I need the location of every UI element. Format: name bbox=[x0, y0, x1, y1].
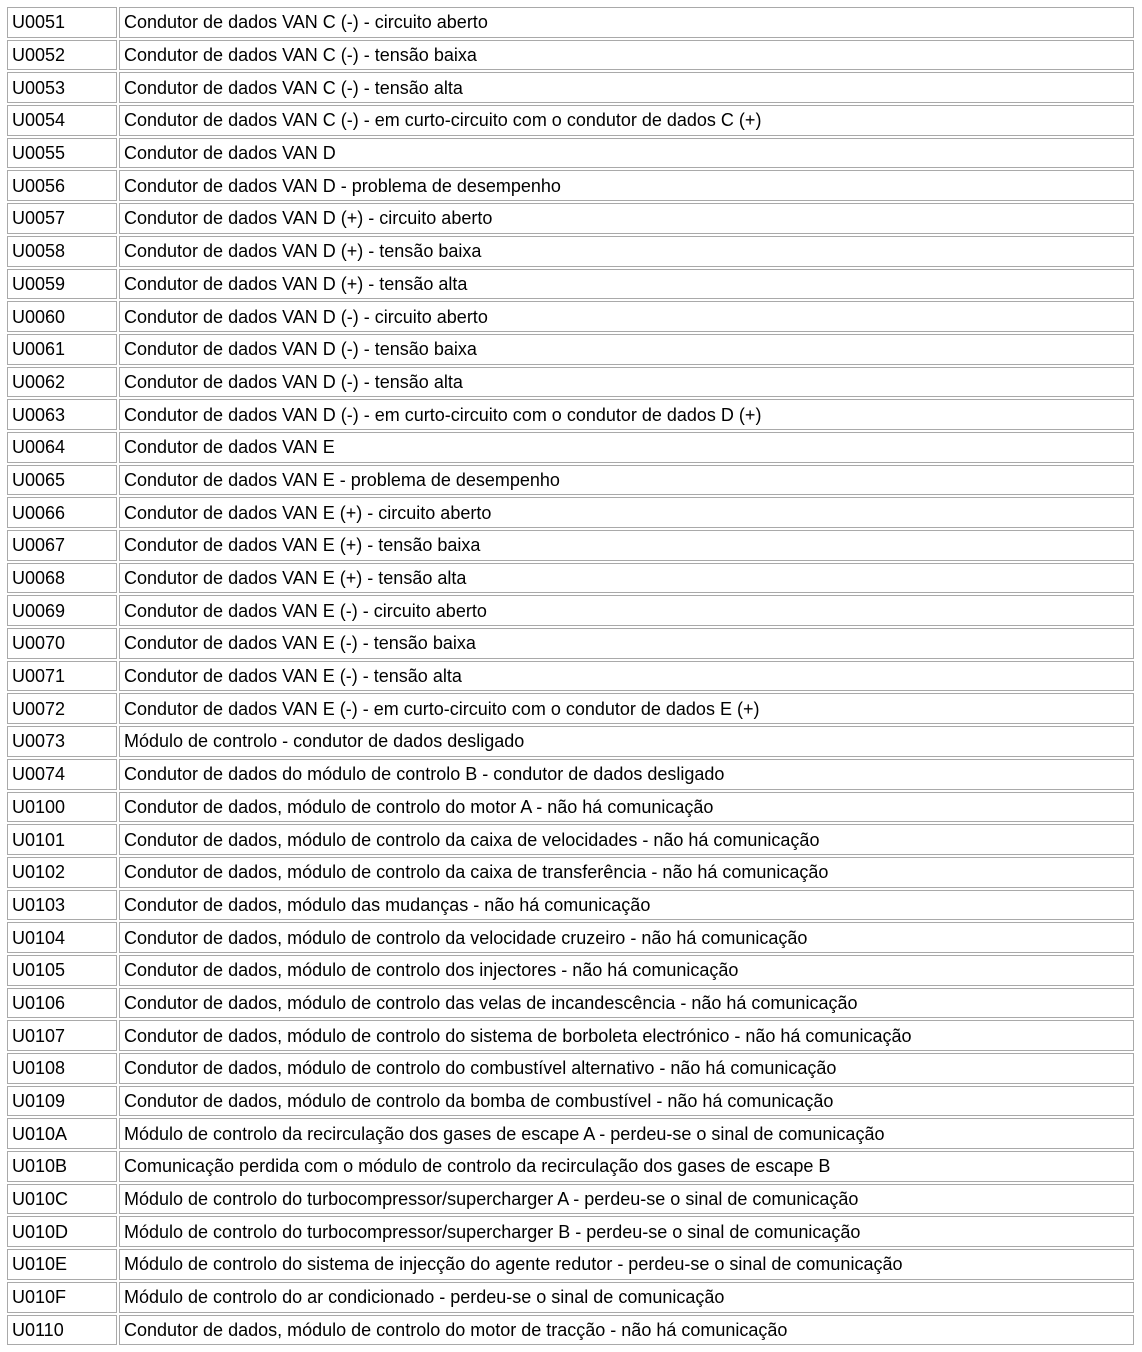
table-row bbox=[7, 203, 1134, 234]
table-row bbox=[7, 7, 1134, 38]
dtc-description-cell: Condutor de dados do módulo de controlo B - condutor de dados desligado bbox=[119, 759, 1134, 790]
dtc-code-cell: U0107 bbox=[7, 1020, 117, 1051]
table-row bbox=[7, 269, 1134, 300]
table-row bbox=[7, 530, 1134, 561]
dtc-description-cell: Condutor de dados VAN E (-) - em curto-circuito com o condutor de dados E (+) bbox=[119, 693, 1134, 724]
dtc-description-cell: Módulo de controlo - condutor de dados desligado bbox=[119, 726, 1134, 757]
dtc-code-cell: U0110 bbox=[7, 1315, 117, 1346]
dtc-description-cell: Condutor de dados VAN D (+) - tensão alta bbox=[119, 269, 1134, 300]
dtc-code-cell: U010A bbox=[7, 1118, 117, 1149]
table-row bbox=[7, 1053, 1134, 1084]
dtc-description-cell: Módulo de controlo do turbocompressor/supercharger A - perdeu-se o sinal de comunicação bbox=[119, 1184, 1134, 1215]
dtc-code-cell: U0066 bbox=[7, 497, 117, 528]
table-row bbox=[7, 497, 1134, 528]
dtc-description-cell: Condutor de dados VAN E (+) - tensão alta bbox=[119, 563, 1134, 594]
dtc-code-cell: U0109 bbox=[7, 1086, 117, 1117]
table-row bbox=[7, 1282, 1134, 1313]
dtc-description-cell: Condutor de dados VAN D (-) - em curto-circuito com o condutor de dados D (+) bbox=[119, 399, 1134, 430]
table-row bbox=[7, 726, 1134, 757]
table-row bbox=[7, 890, 1134, 921]
table-row bbox=[7, 465, 1134, 496]
dtc-code-cell: U0074 bbox=[7, 759, 117, 790]
table-row bbox=[7, 399, 1134, 430]
dtc-code-cell: U0104 bbox=[7, 922, 117, 953]
dtc-description-cell: Condutor de dados, módulo de controlo do motor de tracção - não há comunicação bbox=[119, 1315, 1134, 1346]
dtc-code-cell: U0067 bbox=[7, 530, 117, 561]
dtc-code-cell: U0072 bbox=[7, 693, 117, 724]
table-row bbox=[7, 759, 1134, 790]
dtc-description-cell: Comunicação perdida com o módulo de controlo da recirculação dos gases de escape B bbox=[119, 1151, 1134, 1182]
dtc-code-cell: U010B bbox=[7, 1151, 117, 1182]
dtc-description-cell: Módulo de controlo do sistema de injecção do agente redutor - perdeu-se o sinal de comunicação bbox=[119, 1249, 1134, 1280]
dtc-code-cell: U0069 bbox=[7, 595, 117, 626]
dtc-description-cell: Condutor de dados, módulo de controlo da velocidade cruzeiro - não há comunicação bbox=[119, 922, 1134, 953]
table-row bbox=[7, 1118, 1134, 1149]
dtc-code-cell: U010F bbox=[7, 1282, 117, 1313]
dtc-code-cell: U0053 bbox=[7, 72, 117, 103]
dtc-description-cell: Condutor de dados, módulo de controlo do motor A - não há comunicação bbox=[119, 792, 1134, 823]
table-row bbox=[7, 1315, 1134, 1346]
table-row bbox=[7, 432, 1134, 463]
dtc-description-cell: Condutor de dados, módulo de controlo da caixa de transferência - não há comunicação bbox=[119, 857, 1134, 888]
dtc-description-cell: Condutor de dados VAN D (+) - tensão baixa bbox=[119, 236, 1134, 267]
table-row bbox=[7, 367, 1134, 398]
dtc-code-cell: U0070 bbox=[7, 628, 117, 659]
dtc-description-cell: Condutor de dados VAN C (-) - tensão alta bbox=[119, 72, 1134, 103]
dtc-description-cell: Condutor de dados VAN E bbox=[119, 432, 1134, 463]
dtc-code-cell: U0105 bbox=[7, 955, 117, 986]
dtc-description-cell: Módulo de controlo da recirculação dos gases de escape A - perdeu-se o sinal de comunicação bbox=[119, 1118, 1134, 1149]
dtc-table-body bbox=[7, 7, 1134, 1345]
table-row bbox=[7, 661, 1134, 692]
dtc-description-cell: Condutor de dados, módulo de controlo das velas de incandescência - não há comunicação bbox=[119, 988, 1134, 1019]
dtc-code-cell: U0052 bbox=[7, 40, 117, 71]
table-row bbox=[7, 170, 1134, 201]
table-row bbox=[7, 595, 1134, 626]
dtc-description-cell: Condutor de dados VAN D bbox=[119, 138, 1134, 169]
dtc-description-cell: Condutor de dados VAN E (+) - tensão baixa bbox=[119, 530, 1134, 561]
dtc-description-cell: Condutor de dados, módulo de controlo dos injectores - não há comunicação bbox=[119, 955, 1134, 986]
dtc-description-cell: Condutor de dados, módulo de controlo do combustível alternativo - não há comunicação bbox=[119, 1053, 1134, 1084]
dtc-description-cell: Condutor de dados VAN E (-) - circuito aberto bbox=[119, 595, 1134, 626]
table-row bbox=[7, 1249, 1134, 1280]
dtc-code-cell: U0071 bbox=[7, 661, 117, 692]
table-row bbox=[7, 40, 1134, 71]
table-row bbox=[7, 72, 1134, 103]
table-row bbox=[7, 1151, 1134, 1182]
table-row bbox=[7, 955, 1134, 986]
dtc-code-cell: U0061 bbox=[7, 334, 117, 365]
table-row bbox=[7, 563, 1134, 594]
dtc-code-cell: U0054 bbox=[7, 105, 117, 136]
dtc-code-cell: U0065 bbox=[7, 465, 117, 496]
dtc-description-cell: Módulo de controlo do ar condicionado - perdeu-se o sinal de comunicação bbox=[119, 1282, 1134, 1313]
dtc-code-cell: U0060 bbox=[7, 301, 117, 332]
dtc-description-cell: Condutor de dados VAN E (-) - tensão alta bbox=[119, 661, 1134, 692]
dtc-description-cell: Módulo de controlo do turbocompressor/supercharger B - perdeu-se o sinal de comunicação bbox=[119, 1216, 1134, 1247]
table-row bbox=[7, 301, 1134, 332]
dtc-description-cell: Condutor de dados VAN C (-) - tensão baixa bbox=[119, 40, 1134, 71]
dtc-description-cell: Condutor de dados, módulo de controlo do sistema de borboleta electrónico - não há comunicação bbox=[119, 1020, 1134, 1051]
dtc-description-cell: Condutor de dados VAN D (-) - tensão baixa bbox=[119, 334, 1134, 365]
table-row bbox=[7, 922, 1134, 953]
dtc-description-cell: Condutor de dados, módulo de controlo da bomba de combustível - não há comunicação bbox=[119, 1086, 1134, 1117]
dtc-code-cell: U0073 bbox=[7, 726, 117, 757]
table-row bbox=[7, 1086, 1134, 1117]
table-row bbox=[7, 334, 1134, 365]
dtc-description-cell: Condutor de dados VAN D - problema de desempenho bbox=[119, 170, 1134, 201]
table-row bbox=[7, 824, 1134, 855]
dtc-code-cell: U0058 bbox=[7, 236, 117, 267]
dtc-description-cell: Condutor de dados VAN D (-) - circuito aberto bbox=[119, 301, 1134, 332]
dtc-code-cell: U010E bbox=[7, 1249, 117, 1280]
dtc-code-cell: U0051 bbox=[7, 7, 117, 38]
table-row bbox=[7, 988, 1134, 1019]
dtc-code-cell: U0102 bbox=[7, 857, 117, 888]
dtc-code-cell: U0103 bbox=[7, 890, 117, 921]
dtc-code-cell: U0056 bbox=[7, 170, 117, 201]
dtc-code-cell: U0055 bbox=[7, 138, 117, 169]
dtc-description-cell: Condutor de dados VAN D (+) - circuito aberto bbox=[119, 203, 1134, 234]
dtc-code-cell: U0100 bbox=[7, 792, 117, 823]
dtc-code-cell: U010D bbox=[7, 1216, 117, 1247]
dtc-code-cell: U0068 bbox=[7, 563, 117, 594]
dtc-code-cell: U0106 bbox=[7, 988, 117, 1019]
table-row bbox=[7, 105, 1134, 136]
dtc-code-cell: U0101 bbox=[7, 824, 117, 855]
dtc-description-cell: Condutor de dados VAN C (-) - circuito aberto bbox=[119, 7, 1134, 38]
table-row bbox=[7, 693, 1134, 724]
dtc-code-cell: U0062 bbox=[7, 367, 117, 398]
dtc-description-cell: Condutor de dados VAN D (-) - tensão alta bbox=[119, 367, 1134, 398]
dtc-code-cell: U0108 bbox=[7, 1053, 117, 1084]
table-row bbox=[7, 792, 1134, 823]
dtc-description-cell: Condutor de dados, módulo de controlo da caixa de velocidades - não há comunicação bbox=[119, 824, 1134, 855]
dtc-description-cell: Condutor de dados VAN E (-) - tensão baixa bbox=[119, 628, 1134, 659]
table-row bbox=[7, 628, 1134, 659]
dtc-description-cell: Condutor de dados VAN E - problema de desempenho bbox=[119, 465, 1134, 496]
dtc-code-cell: U0057 bbox=[7, 203, 117, 234]
dtc-table bbox=[5, 5, 1136, 1347]
dtc-description-cell: Condutor de dados VAN E (+) - circuito aberto bbox=[119, 497, 1134, 528]
table-row bbox=[7, 236, 1134, 267]
dtc-description-cell: Condutor de dados, módulo das mudanças - não há comunicação bbox=[119, 890, 1134, 921]
table-row bbox=[7, 1020, 1134, 1051]
dtc-description-cell: Condutor de dados VAN C (-) - em curto-circuito com o condutor de dados C (+) bbox=[119, 105, 1134, 136]
dtc-code-cell: U010C bbox=[7, 1184, 117, 1215]
table-row bbox=[7, 1216, 1134, 1247]
dtc-code-cell: U0059 bbox=[7, 269, 117, 300]
dtc-code-cell: U0063 bbox=[7, 399, 117, 430]
table-row bbox=[7, 138, 1134, 169]
dtc-code-cell: U0064 bbox=[7, 432, 117, 463]
table-row bbox=[7, 857, 1134, 888]
table-row bbox=[7, 1184, 1134, 1215]
